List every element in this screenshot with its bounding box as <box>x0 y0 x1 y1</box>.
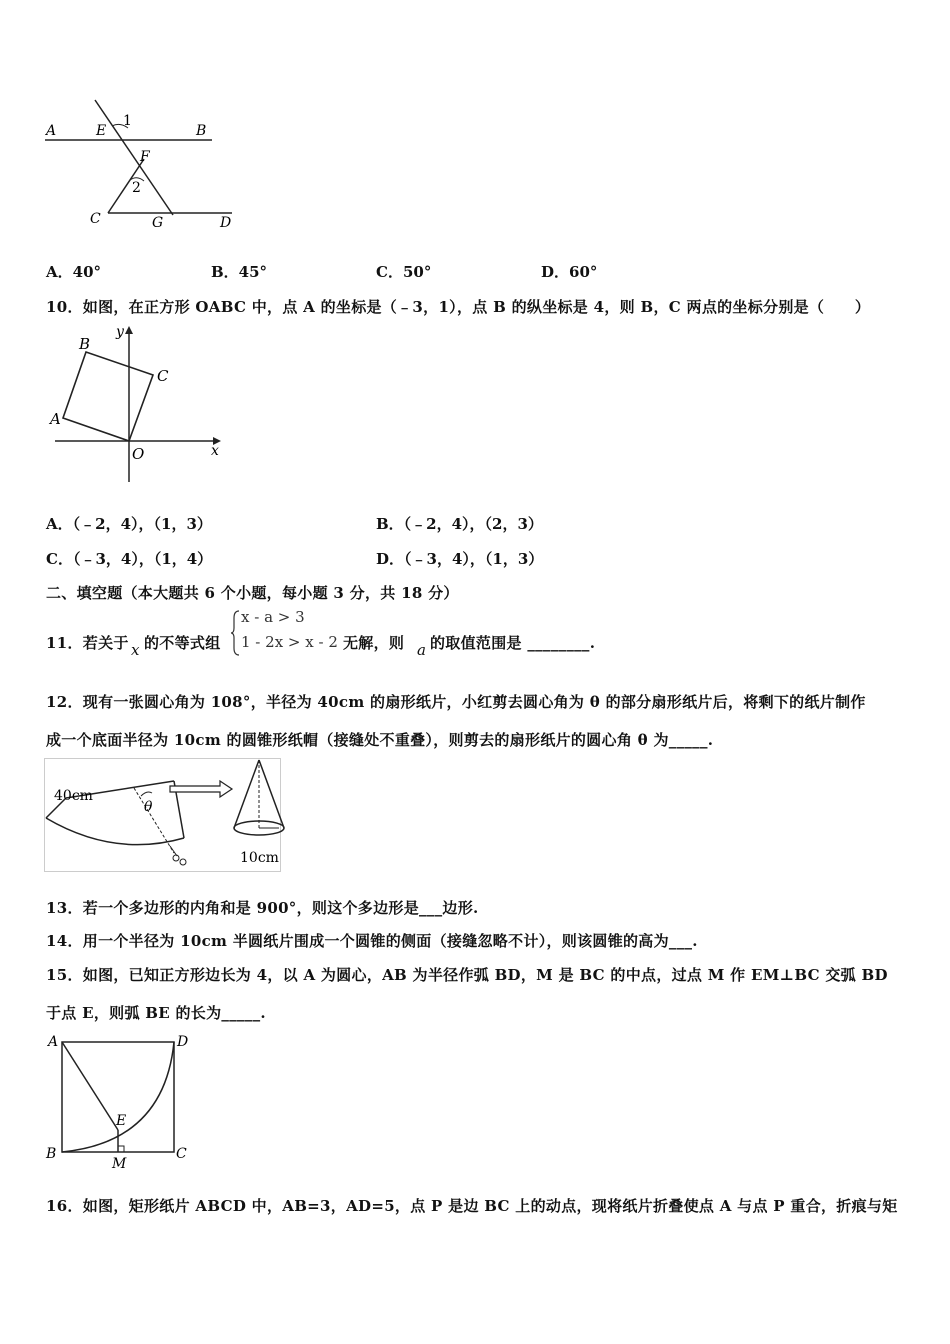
right-angle-mark <box>118 1146 124 1152</box>
square-oabc <box>63 352 153 441</box>
label-d: D <box>220 215 232 231</box>
q11-var-x: x <box>131 641 140 659</box>
q9-option-a: A．40° <box>46 263 102 281</box>
sector-arc <box>46 818 184 845</box>
q11-inequality-1: x - a > 3 <box>241 608 305 626</box>
question-12-line-1: 12．现有一张圆心角为 108°，半径为 40cm 的扇形纸片，小红剪去圆心角为 θ 的部分扇形纸片后，将剩下的纸片制作 <box>46 693 866 711</box>
q10-option-b: B．（﹣2，4），（2，3） <box>376 515 543 533</box>
arrow-right-icon <box>170 781 232 797</box>
q11-suffix-1: 无解，则 <box>343 634 405 652</box>
segment-ae <box>62 1042 118 1130</box>
q10-option-c: C．（﹣3，4），（1，4） <box>46 550 213 568</box>
q11-suffix-2: 的取值范围是 ________. <box>430 634 596 652</box>
section-2-heading: 二、填空题（本大题共 6 个小题，每小题 3 分，共 18 分） <box>46 584 459 602</box>
cone <box>234 760 284 835</box>
q11-var-a: a <box>417 641 426 659</box>
y-axis-arrow <box>125 326 133 334</box>
scissors-icon <box>170 846 186 865</box>
label-theta: θ <box>144 799 153 815</box>
q9-option-b: B．45° <box>211 263 268 281</box>
label-b: B <box>46 1146 57 1162</box>
label-x: x <box>211 443 219 459</box>
label-base: 10cm <box>240 850 279 866</box>
figure-q9 <box>40 95 240 235</box>
q11-brace <box>231 610 241 656</box>
label-a: A <box>46 123 57 139</box>
label-d: D <box>177 1034 189 1050</box>
q9-option-c: C．50° <box>376 263 432 281</box>
label-m: M <box>112 1156 127 1172</box>
label-b: B <box>196 123 207 139</box>
label-a: A <box>50 410 61 428</box>
label-1: 1 <box>123 113 132 129</box>
label-c: C <box>90 211 101 227</box>
figure-q15 <box>44 1032 204 1172</box>
label-radius: 40cm <box>54 788 93 804</box>
q9-option-d: D．60° <box>541 263 598 281</box>
question-12-line-2: 成一个底面半径为 10cm 的圆锥形纸帽（接缝处不重叠），则剪去的扇形纸片的圆心角 θ 为_____. <box>46 731 714 749</box>
label-e: E <box>116 1113 127 1129</box>
figure-q10 <box>45 322 225 487</box>
label-2: 2 <box>132 180 141 196</box>
question-15-line-2: 于点 E，则弧 BE 的长为_____. <box>46 1004 266 1022</box>
q10-option-d: D．（﹣3，4），（1，3） <box>376 550 544 568</box>
label-a: A <box>48 1034 59 1050</box>
label-f: F <box>140 149 150 165</box>
question-10-text: 10．如图，在正方形 OABC 中，点 A 的坐标是（﹣3，1），点 B 的纵坐标是 4，则 B，C 两点的坐标分别是（ ） <box>46 298 871 316</box>
question-15-line-1: 15．如图，已知正方形边长为 4，以 A 为圆心，AB 为半径作弧 BD，M 是 BC 的中点，过点 M 作 EM⊥BC 交弧 BD <box>46 966 888 984</box>
label-c: C <box>157 367 169 385</box>
label-c: C <box>176 1146 187 1162</box>
label-o: O <box>132 445 145 463</box>
q10-option-a: A．（﹣2，4），（1，3） <box>46 515 212 533</box>
theta-arc <box>141 792 152 796</box>
label-g: G <box>152 215 164 231</box>
label-y: y <box>116 324 124 340</box>
question-13: 13．若一个多边形的内角和是 900°，则这个多边形是___边形. <box>46 899 479 917</box>
line-transversal <box>95 100 173 215</box>
q11-prefix: 11．若关于 <box>46 634 129 652</box>
figure-q12 <box>44 758 284 873</box>
label-e: E <box>96 123 107 139</box>
q11-inequality-2: 1 - 2x > x - 2 <box>241 633 338 651</box>
label-b: B <box>79 335 91 353</box>
question-16: 16．如图，矩形纸片 ABCD 中，AB=3，AD=5，点 P 是边 BC 上的动点，现将纸片折叠使点 A 与点 P 重合，折痕与矩 <box>46 1197 898 1215</box>
question-14: 14．用一个半径为 10cm 半圆纸片围成一个圆锥的侧面（接缝忽略不计），则该圆锥的高为___. <box>46 932 698 950</box>
q11-middle: 的不等式组 <box>144 634 221 652</box>
